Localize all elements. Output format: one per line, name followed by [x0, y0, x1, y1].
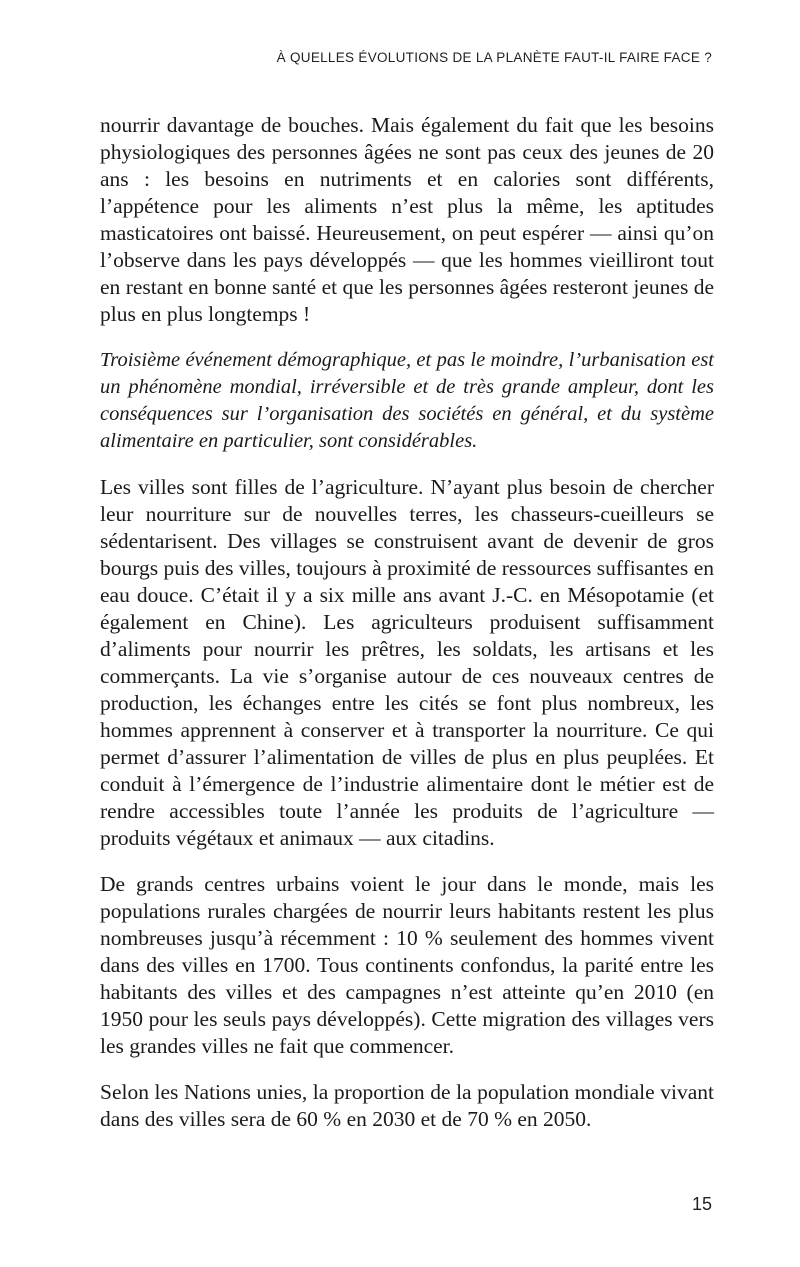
- paragraph-urbanization-intro: Troisième événement démographique, et pas le moindre, l’urbanisation est un phénomène mondial, irréversible et de très grande ampleur, dont les conséquences sur l’organisation des sociétés en général, et du système alimentaire en particulier, sont considérables.: [100, 349, 714, 452]
- paragraph-aging-needs: nourrir davantage de bouches. Mais également du fait que les besoins physiologiques des personnes âgées ne sont pas ceux des jeunes de 20 ans : les besoins en nutriments et en calories sont différents, l’appétence pour les aliments n’est plus la même, les aptitudes masticatoires ont baissé. Heureusement, on peut espérer — ainsi qu’on l’observe dans les pays développés — que les hommes vieilliront tout en restant en bonne santé et que les personnes âgées resteront jeunes de plus en plus longtemps !: [100, 113, 714, 326]
- running-header: À QUELLES ÉVOLUTIONS DE LA PLANÈTE FAUT-IL FAIRE FACE ?: [276, 50, 712, 65]
- paragraph-un-projection: Selon les Nations unies, la proportion de la population mondiale vivant dans des villes sera de 60 % en 2030 et de 70 % en 2050.: [100, 1080, 714, 1131]
- body-text: [100, 112, 714, 1152]
- page-number: 15: [691, 1194, 712, 1214]
- paragraph-cities-history: Les villes sont filles de l’agriculture. N’ayant plus besoin de chercher leur nourriture sur de nouvelles terres, les chasseurs-cueilleurs se sédentarisent. Des villages se construisent avant de devenir de gros bourgs puis des villes, toujours à proximité de ressources suffisantes en eau douce. C’était il y a six mille ans avant J.-C. en Mésopotamie (et également en Chine). Les agriculteurs produisent suffisamment d’aliments pour nourrir les prêtres, les soldats, les artisans et les commerçants. La vie s’organise autour de ces nouveaux centres de production, les échanges entre les cités se font plus nombreux, les hommes apprennent à conserver et à transporter la nourriture. Ce qui permet d’assurer l’alimentation de villes de plus en plus peuplées. Et conduit à l’émergence de l’industrie alimentaire dont le métier est de rendre accessibles toute l’année les produits de l’agriculture — produits végétaux et animaux — aux citadins.: [100, 475, 714, 850]
- paragraph-urban-centers: De grands centres urbains voient le jour dans le monde, mais les populations rurales chargées de nourrir leurs habitants restent les plus nombreuses jusqu’à récemment : 10 % seulement des hommes vivent dans des villes en 1700. Tous continents confondus, la parité entre les habitants des villes et des campagnes n’est atteinte qu’en 2010 (en 1950 pour les seuls pays développés). Cette migration des villages vers les grandes villes ne fait que commencer.: [100, 872, 714, 1058]
